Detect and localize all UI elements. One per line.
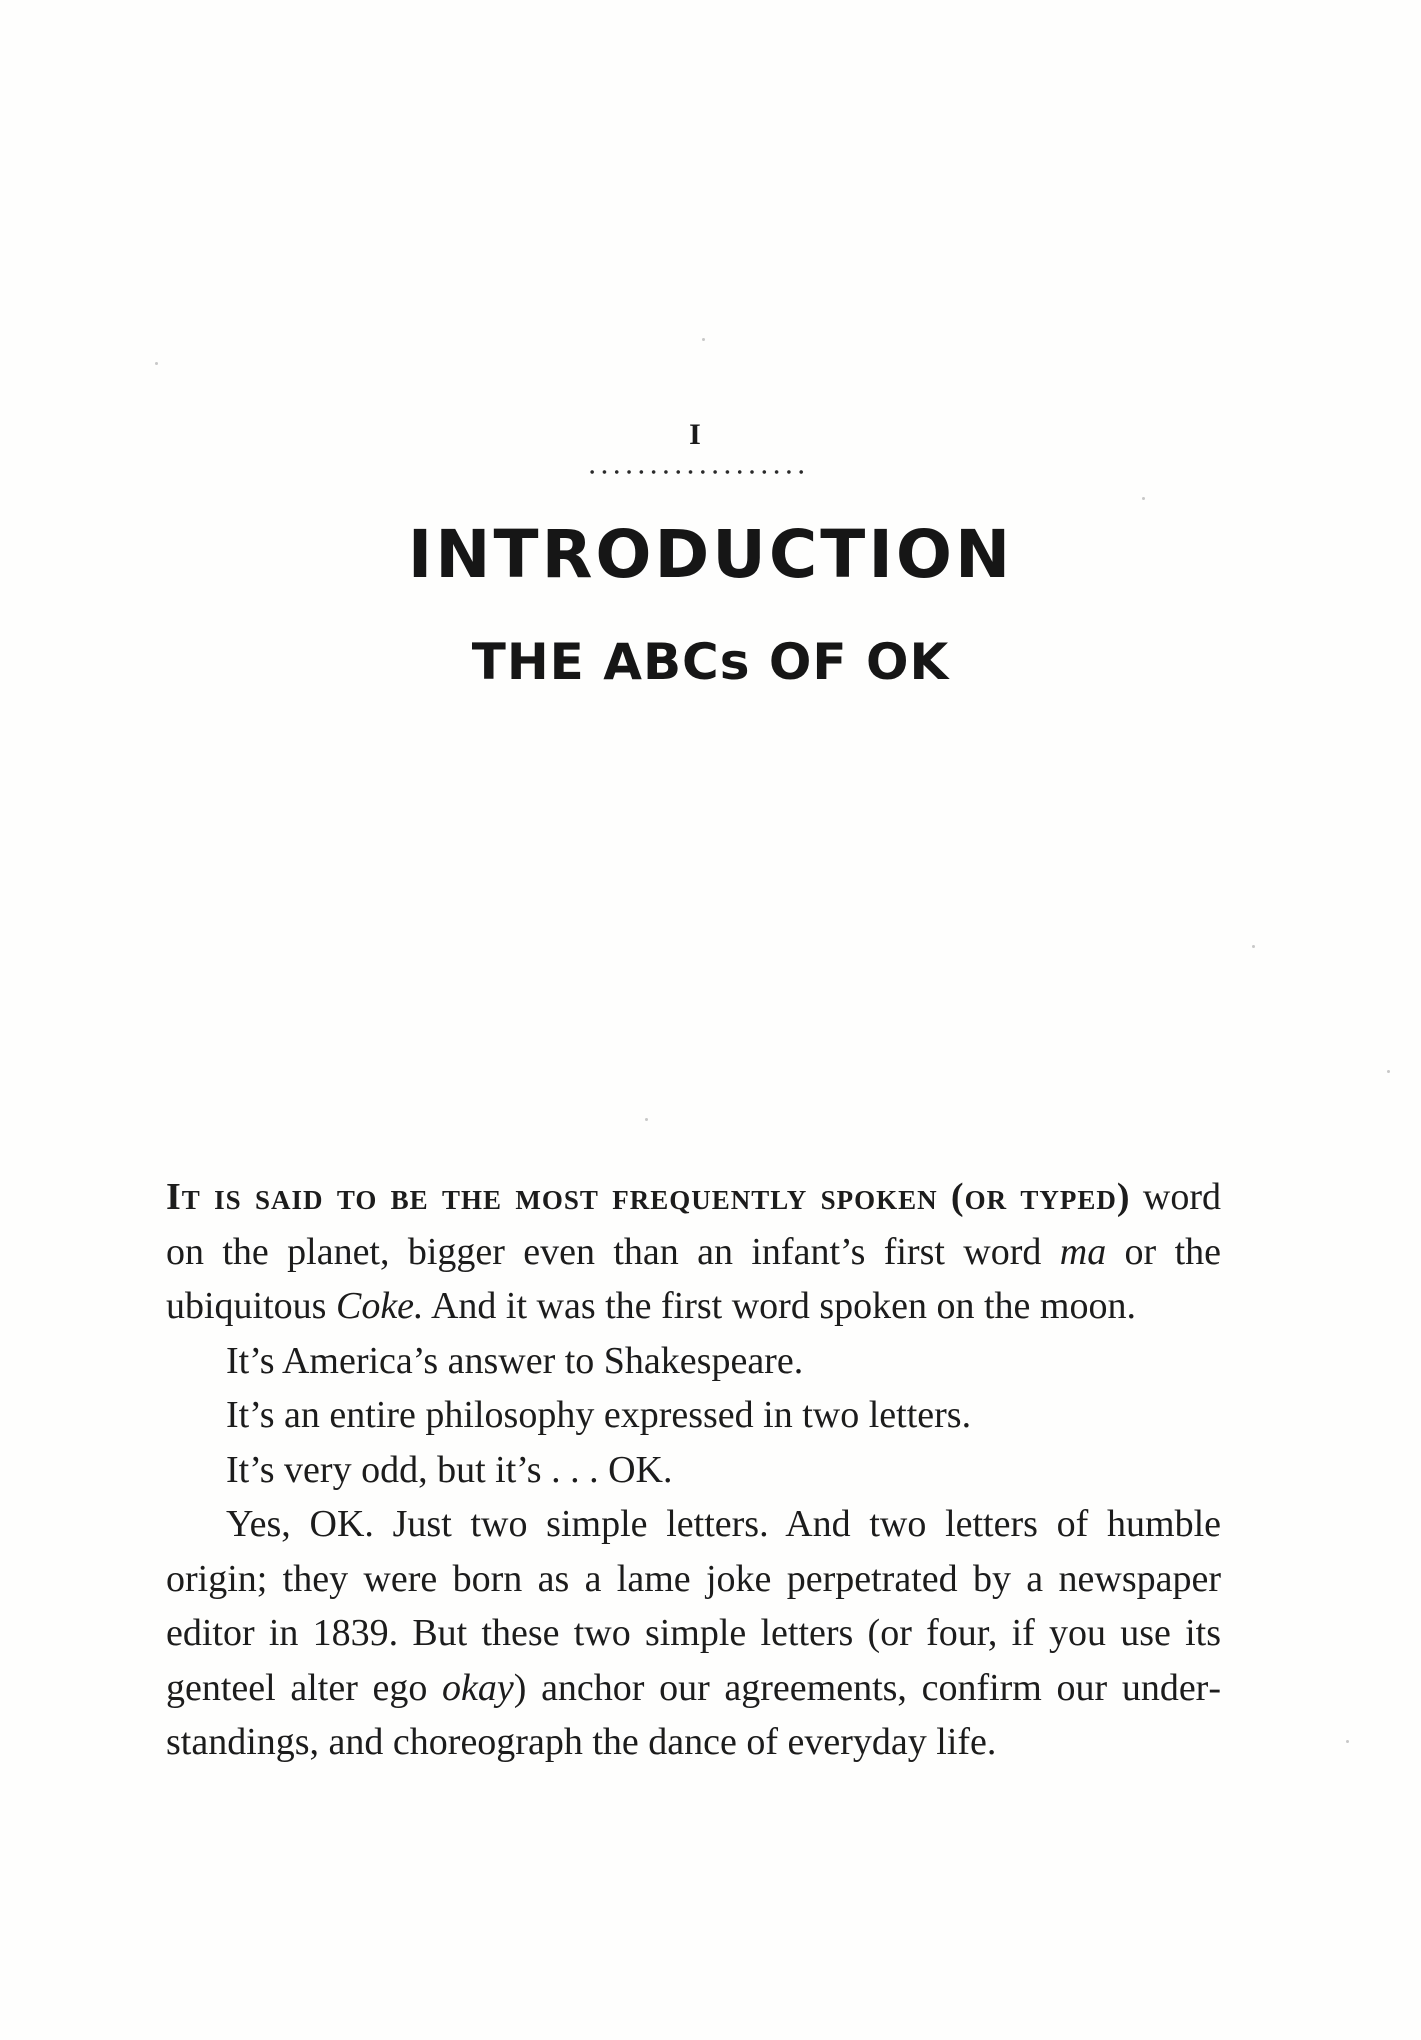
paper-speck xyxy=(1346,1740,1349,1743)
p5-text-b: ) anchor our agreements, confirm our understandings, and choreograph the dance of everyday life. xyxy=(166,1666,1221,1763)
paragraph-2: It’s America’s answer to Shakespeare. xyxy=(226,1339,804,1382)
body-text xyxy=(166,1170,1221,1770)
opening-smallcaps: It is said to be the most frequently spoken (or typed) xyxy=(166,1176,1131,1218)
chapter-title: INTRODUCTION xyxy=(407,516,1014,593)
paper-speck xyxy=(702,338,705,341)
paper-speck xyxy=(645,1118,648,1121)
dotted-rule xyxy=(586,469,808,475)
chapter-number: I xyxy=(689,418,701,451)
p5-text-a: Yes, OK. Just two simple letters. And two letters of humble origin; they were born as a lame joke perpetrated by a newspaper editor in 1839. But these two simple letters (or four, if you use its genteel alter ego xyxy=(166,1503,1221,1709)
paragraph-4: It’s very odd, but it’s . . . OK. xyxy=(226,1448,673,1491)
paragraph-5 xyxy=(166,1497,1221,1770)
p1-text-a: word on the planet, bigger even than an infant’s first word xyxy=(166,1176,1221,1273)
p1-italic-coke: Coke. xyxy=(335,1285,424,1327)
paper-speck xyxy=(1387,1070,1390,1073)
paper-speck xyxy=(1142,497,1145,500)
p1-text-b: or the ubiquitous xyxy=(166,1230,1221,1327)
chapter-subtitle: THE ABCs OF OK xyxy=(471,633,950,691)
p1-text-c: And it was the first word spoken on the moon. xyxy=(423,1285,1136,1327)
paper-speck xyxy=(1252,945,1255,948)
p5-italic-okay: okay xyxy=(442,1666,514,1709)
paper-speck xyxy=(155,362,158,365)
p1-italic-ma: ma xyxy=(1059,1230,1107,1273)
paragraph-1 xyxy=(166,1170,1221,1334)
paragraph-3: It’s an entire philosophy expressed in two letters. xyxy=(226,1394,972,1436)
